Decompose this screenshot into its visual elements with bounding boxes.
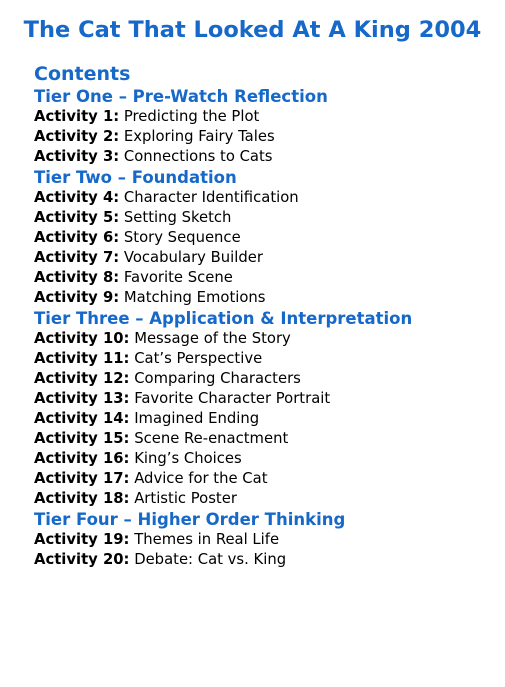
activity-name: Cat’s Perspective — [134, 350, 263, 367]
tier-section — [34, 308, 499, 509]
activity-name: Artistic Poster — [134, 490, 237, 507]
activity-item — [34, 107, 499, 127]
activity-name: Matching Emotions — [123, 289, 266, 306]
activity-number: Activity 15: — [34, 430, 130, 447]
activity-item — [34, 449, 499, 469]
activity-number: Activity 17: — [34, 470, 130, 487]
activity-number: Activity 6: — [34, 229, 120, 246]
activity-item — [34, 268, 499, 288]
activity-name: Character Identification — [123, 189, 299, 206]
activity-item — [34, 349, 499, 369]
activity-number: Activity 13: — [34, 390, 130, 407]
activity-name: Predicting the Plot — [123, 108, 260, 125]
activity-item — [34, 329, 499, 349]
activity-number: Activity 19: — [34, 531, 130, 548]
activity-item — [34, 429, 499, 449]
activity-item — [34, 288, 499, 308]
activity-name: Imagined Ending — [134, 410, 260, 427]
tier-section — [34, 167, 499, 308]
activity-item — [34, 228, 499, 248]
activity-name: King’s Choices — [134, 450, 242, 467]
activity-name: Comparing Characters — [134, 370, 301, 387]
activity-number: Activity 16: — [34, 450, 130, 467]
activity-number: Activity 7: — [34, 249, 120, 266]
activity-number: Activity 14: — [34, 410, 130, 427]
activity-item — [34, 550, 499, 570]
activity-number: Activity 18: — [34, 490, 130, 507]
activity-number: Activity 2: — [34, 128, 120, 145]
activity-number: Activity 4: — [34, 189, 120, 206]
activity-item — [34, 530, 499, 550]
activity-item — [34, 147, 499, 167]
activity-number: Activity 20: — [34, 551, 130, 568]
tier-heading: Tier Three – Application & Interpretation — [34, 309, 413, 328]
activity-number: Activity 3: — [34, 148, 120, 165]
activity-number: Activity 10: — [34, 330, 130, 347]
activity-item — [34, 489, 499, 509]
contents-heading: Contents — [34, 63, 131, 85]
activity-item — [34, 208, 499, 228]
activity-name: Message of the Story — [134, 330, 291, 347]
activity-number: Activity 8: — [34, 269, 120, 286]
activity-name: Favorite Character Portrait — [134, 390, 331, 407]
activity-number: Activity 5: — [34, 209, 120, 226]
tier-heading: Tier One – Pre-Watch Reflection — [34, 87, 328, 106]
tier-heading: Tier Two – Foundation — [34, 168, 237, 187]
page-title: The Cat That Looked At A King 2004 — [23, 17, 482, 43]
activity-name: Themes in Real Life — [134, 531, 280, 548]
activity-name: Advice for the Cat — [134, 470, 268, 487]
activity-number: Activity 11: — [34, 350, 130, 367]
activity-number: Activity 12: — [34, 370, 130, 387]
tier-section — [34, 509, 499, 570]
activity-item — [34, 389, 499, 409]
activity-item — [34, 248, 499, 268]
activity-item — [34, 369, 499, 389]
activity-number: Activity 9: — [34, 289, 120, 306]
activity-number: Activity 1: — [34, 108, 120, 125]
activity-name: Story Sequence — [123, 229, 241, 246]
activity-item — [34, 469, 499, 489]
activity-name: Debate: Cat vs. King — [134, 551, 287, 568]
activity-name: Vocabulary Builder — [123, 249, 263, 266]
activity-name: Favorite Scene — [123, 269, 233, 286]
activity-item — [34, 409, 499, 429]
table-of-contents — [34, 62, 499, 570]
activity-name: Setting Sketch — [123, 209, 232, 226]
tier-section — [34, 86, 499, 167]
activity-name: Connections to Cats — [123, 148, 273, 165]
activity-item — [34, 188, 499, 208]
activity-item — [34, 127, 499, 147]
tier-heading: Tier Four – Higher Order Thinking — [34, 510, 346, 529]
activity-name: Scene Re-enactment — [134, 430, 289, 447]
activity-name: Exploring Fairy Tales — [123, 128, 275, 145]
